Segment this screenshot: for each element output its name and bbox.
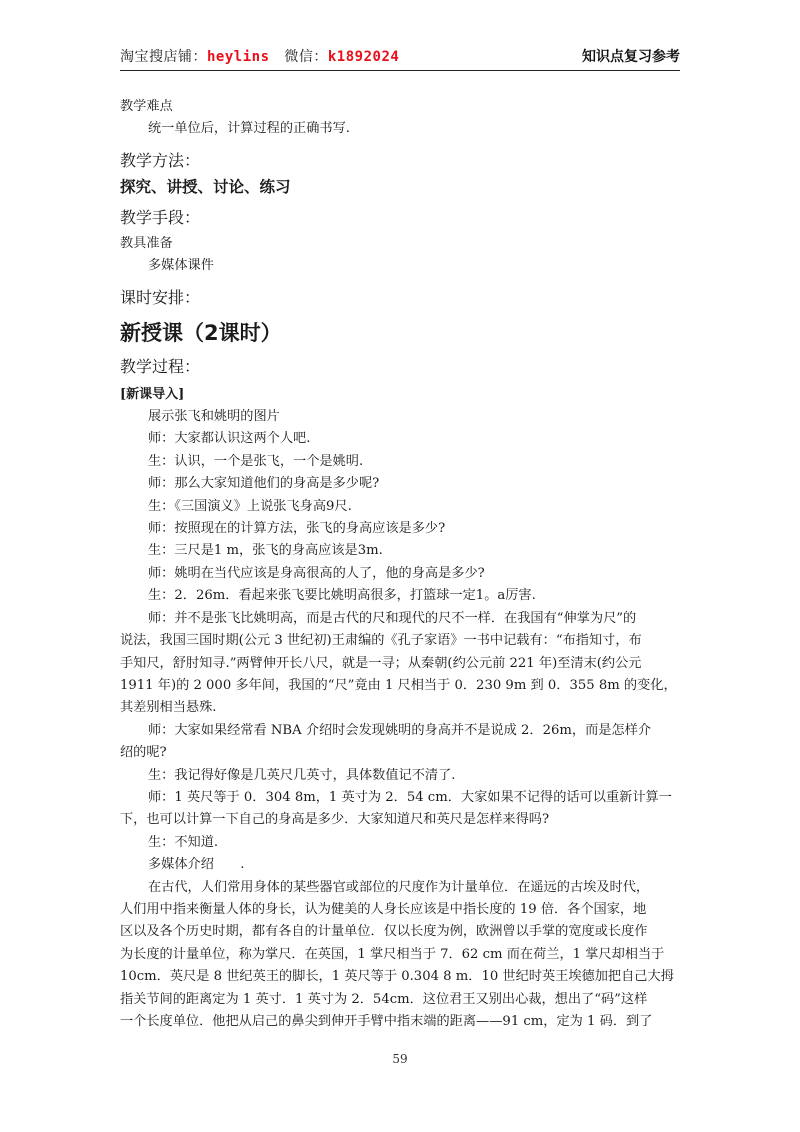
paragraph-ruler-history: [120, 608, 680, 720]
intro-section-label: [新课导入]: [120, 386, 185, 402]
tools-label: 教具准备: [120, 235, 173, 251]
paragraph-line: 为长度的计量单位，称为掌尺．在英国，1 掌尺相当于 7．62 cm 而在荷兰，1 掌尺却相当于: [120, 946, 665, 962]
dialogue-line: 生：2．26m．看起来张飞要比姚明高很多，打篮球一定1。a厉害.: [148, 588, 536, 604]
paragraph-line: 在古代，人们常用身体的某些器官或部位的尺度作为计量单位．在遥远的古埃及时代，: [148, 879, 650, 895]
header-title: 知识点复习参考: [582, 49, 680, 65]
paragraph-nba: [120, 720, 680, 765]
paragraph-line: 指关节间的距离定为 1 英寸．1 英寸为 2．54cm．这位君王又别出心裁，想出了“码”这样: [120, 991, 648, 1007]
schedule-heading: 课时安排：: [120, 287, 201, 307]
paragraph-line: 1911 年)的 2 000 多年间，我国的“尺”竟由 1 尺相当于 0．230 9m 到 0．355 8m 的变化，: [120, 677, 677, 693]
wechat-label: 微信：: [284, 49, 328, 65]
student-no: 生：不知道.: [148, 834, 219, 850]
method-heading: 教学方法：: [120, 150, 201, 170]
dialogue-block: [120, 406, 680, 608]
difficulty-label: 教学难点: [120, 99, 173, 114]
difficulty-text: 统一单位后，计算过程的正确书写.: [148, 121, 351, 137]
wechat-id: k1892024: [327, 49, 400, 65]
shop-label: 淘宝搜店铺：: [120, 49, 207, 65]
paragraph-line: 人们用中指来衡量人体的身长，认为健美的人身长应该是中指长度的 19 倍．各个国家，地: [120, 901, 647, 917]
document-body: [120, 96, 680, 1033]
method-text: 探究、讲授、讨论、练习: [120, 177, 291, 196]
lesson-title: 新授课（2课时）: [120, 320, 282, 345]
process-heading: 教学过程：: [120, 356, 201, 376]
dialogue-line: 师：那么大家知道他们的身高是多少呢?: [148, 476, 380, 492]
page-header: [120, 44, 680, 71]
paragraph-line: 手知尺，舒肘知寻.”两臂伸开长八尺，就是一寻；从秦朝(约公元前 221 年)至清末(约公元: [120, 655, 642, 671]
paragraph-line: 其差别相当悬殊.: [120, 700, 217, 716]
dialogue-line: 生：《三国演义》上说张飞身高9尺.: [148, 498, 352, 514]
paragraph-line: 一个长度单位．他把从启己的鼻尖到伸开手臂中指末端的距离——91 cm，定为 1 码．到了: [120, 1014, 653, 1029]
tools-text: 多媒体课件: [148, 258, 214, 274]
paragraph-line: 10cm．英尺是 8 世纪英王的脚长，1 英尺等于 0.304 8 m．10 世纪时英王埃德加把自己大拇: [120, 969, 674, 985]
paragraph-line: 区以及各个历史时期，都有各自的计量单位．仅以长度为例，欧洲曾以手掌的宽度或长度作: [120, 924, 648, 940]
student-reply: 生：我记得好像是几英尺几英寸，具体数值记不清了.: [148, 767, 456, 783]
header-shop-info: [120, 46, 399, 66]
dialogue-line: 师：大家都认识这两个人吧.: [148, 431, 311, 447]
paragraph-line: 绍的呢?: [120, 745, 167, 761]
dialogue-line: 师：按照现在的计算方法，张飞的身高应该是多少?: [148, 521, 446, 537]
page-number: 59: [392, 1052, 408, 1066]
dialogue-line: 生：三尺是1 m，张飞的身高应该是3m.: [148, 543, 383, 559]
means-heading: 教学手段：: [120, 207, 201, 227]
paragraph-line: 师：大家如果经常看 NBA 介绍时会发现姚明的身高并不是说成 2．26m，而是怎样介: [148, 722, 652, 738]
multimedia-intro: 多媒体介绍 .: [148, 857, 245, 873]
paragraph-ancient-units: [120, 877, 680, 1034]
paragraph-line: 下，也可以计算一下自己的身高是多少．大家知道尺和英尺是怎样来得吗?: [120, 812, 550, 828]
dialogue-line: 师：姚明在当代应该是身高很高的人了，他的身高是多少?: [148, 565, 485, 581]
dialogue-line: 生：认识，一个是张飞，一个是姚明.: [148, 453, 364, 469]
shop-name: heylins: [207, 49, 270, 65]
paragraph-line: 师：1 英尺等于 0．304 8m，1 英寸为 2．54 cm．大家如果不记得的话可以重新计算一: [148, 789, 672, 805]
paragraph-line: 说法，我国三国时期(公元 3 世纪初)王肃编的《孔子家语》一书中记载有：“布指知寸，布: [120, 633, 642, 649]
paragraph-line: 师：并不是张飞比姚明高，而是古代的尺和现代的尺不一样．在我国有“伸掌为尺”的: [148, 610, 637, 626]
paragraph-feet-inches: [120, 787, 680, 832]
dialogue-line: 展示张飞和姚明的图片: [148, 409, 280, 425]
